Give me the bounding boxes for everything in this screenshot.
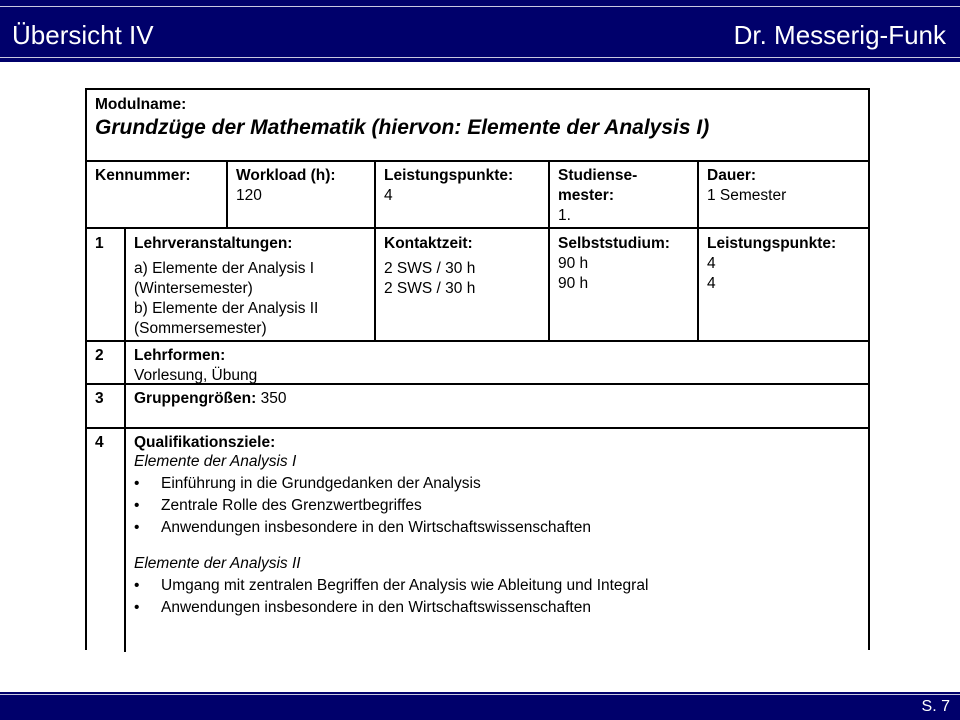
list-item: • Einführung in die Grundgedanken der Analysis — [134, 474, 854, 494]
row-number: 3 — [95, 390, 104, 407]
page-number: S. 7 — [921, 698, 950, 715]
bullet-list — [134, 576, 854, 618]
qualifikationsziele-label: Qualifikationsziele: — [134, 434, 276, 451]
list-item: 2 SWS / 30 h — [384, 280, 476, 297]
leistungspunkte-cell — [707, 234, 836, 294]
lp-value: 4 — [384, 187, 393, 204]
dauer-cell — [707, 166, 786, 206]
gruppengroessen-label: Gruppengrößen: — [134, 390, 257, 407]
table-rule — [226, 162, 228, 227]
dauer-value: 1 Semester — [707, 187, 787, 204]
table-rule — [87, 227, 868, 229]
table-rule — [87, 340, 868, 342]
table-rule — [548, 162, 550, 340]
leistungspunkte-label: Leistungspunkte: — [707, 235, 837, 252]
workload-value: 120 — [236, 187, 262, 204]
lehrformen-label: Lehrformen: — [134, 347, 226, 364]
list-item: b) Elemente der Analysis II — [134, 300, 319, 317]
module-table — [85, 88, 870, 650]
module-name-cell — [95, 95, 709, 141]
lehrformen-cell — [134, 346, 257, 386]
slide-header — [0, 0, 960, 62]
subsection-title: Elemente der Analysis I — [134, 453, 297, 470]
list-item: (Sommersemester) — [134, 320, 267, 337]
table-rule — [87, 427, 868, 429]
list-item: 90 h — [558, 255, 589, 272]
list-item: 4 — [707, 255, 716, 272]
list-item: • Anwendungen insbesondere in den Wirtschaftswissenschaften — [134, 598, 854, 618]
gruppengroessen-value: 350 — [256, 390, 287, 407]
slide-footer — [0, 692, 960, 720]
workload-cell — [236, 166, 336, 206]
row-number: 1 — [95, 235, 104, 252]
workload-label: Workload (h): — [236, 167, 336, 184]
list-item: a) Elemente der Analysis I — [134, 260, 315, 277]
module-name: Grundzüge der Mathematik (hiervon: Elemente der Analysis I) — [95, 116, 710, 139]
list-item: • Umgang mit zentralen Begriffen der Analysis wie Ableitung und Integral — [134, 576, 854, 596]
lp-label: Leistungspunkte: — [384, 167, 514, 184]
kontaktzeit-cell — [384, 234, 475, 299]
list-item: 90 h — [558, 275, 589, 292]
slide-author: Dr. Messerig-Funk — [733, 20, 946, 50]
row-number: 4 — [95, 434, 104, 451]
lehrveranstaltungen-label: Lehrveranstaltungen: — [134, 235, 293, 252]
semester-value: 1. — [558, 207, 571, 224]
kennnummer-label: Kennummer: — [95, 167, 191, 184]
table-rule — [87, 160, 868, 162]
list-item: 2 SWS / 30 h — [384, 260, 476, 277]
module-name-label: Modulname: — [95, 96, 187, 113]
semester-label-line2: mester: — [558, 187, 614, 204]
lehrformen-value: Vorlesung, Übung — [134, 367, 258, 384]
gruppengroessen-cell — [134, 389, 286, 409]
table-rule — [124, 229, 126, 652]
semester-label-line1: Studiense- — [558, 167, 638, 184]
qualifikationsziele-cell — [134, 433, 854, 618]
slide-title: Übersicht IV — [12, 20, 154, 50]
table-rule — [374, 162, 376, 340]
list-item: (Wintersemester) — [134, 280, 253, 297]
semester-cell — [558, 166, 637, 226]
dauer-label: Dauer: — [707, 167, 757, 184]
header-rule-bottom — [0, 57, 960, 58]
lp-cell — [384, 166, 513, 206]
list-item: 4 — [707, 275, 716, 292]
list-item: • Zentrale Rolle des Grenzwertbegriffes — [134, 496, 854, 516]
kontaktzeit-label: Kontaktzeit: — [384, 235, 473, 252]
lehrveranstaltungen-cell — [134, 234, 318, 339]
selbststudium-label: Selbststudium: — [558, 235, 670, 252]
list-item: • Anwendungen insbesondere in den Wirtschaftswissenschaften — [134, 518, 854, 538]
bullet-list — [134, 474, 854, 538]
header-rule-top — [0, 6, 960, 7]
row-number: 2 — [95, 347, 104, 364]
subsection-title: Elemente der Analysis II — [134, 555, 301, 572]
table-rule — [697, 162, 699, 340]
selbststudium-cell — [558, 234, 670, 294]
footer-rule — [0, 694, 960, 695]
